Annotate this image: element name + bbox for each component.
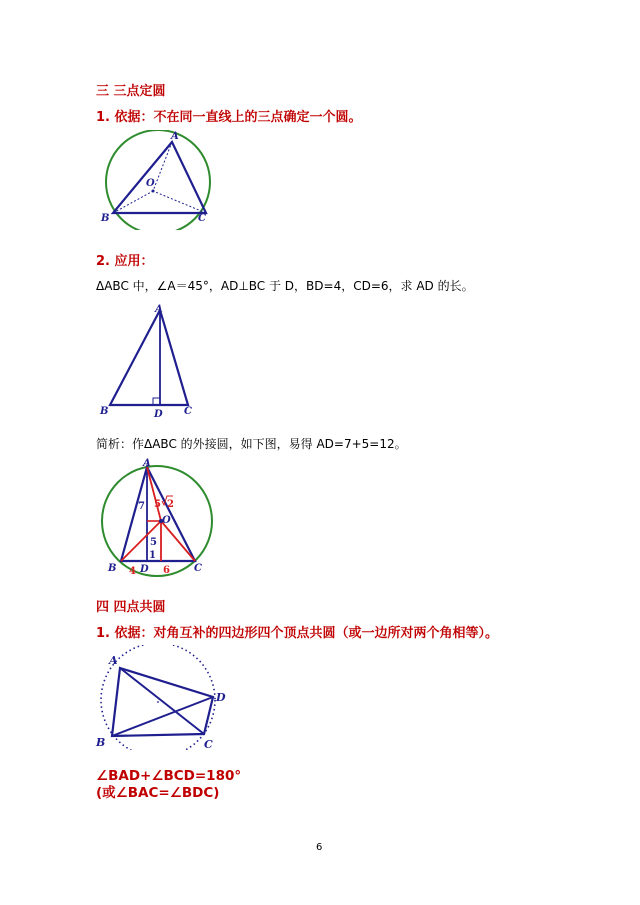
label-a: A bbox=[171, 131, 179, 142]
label-a: A bbox=[143, 458, 151, 469]
figure-three-points-circle bbox=[98, 130, 228, 230]
label-b: B bbox=[100, 406, 109, 417]
diagonal-ac bbox=[120, 668, 204, 734]
application-title: 2. 应用： bbox=[96, 254, 154, 269]
label-d: D bbox=[216, 691, 226, 704]
length-5-od: 5 bbox=[150, 537, 157, 548]
label-c: C bbox=[184, 406, 192, 417]
section-4-basis: 1. 依据：对角互补的四边形四个顶点共圆（或一边所对两个角相等）。 bbox=[96, 626, 499, 641]
page-number: 6 bbox=[316, 842, 323, 853]
label-c: C bbox=[204, 738, 213, 750]
label-a: A bbox=[155, 304, 163, 315]
label-d: D bbox=[154, 409, 163, 420]
radius-ob bbox=[113, 191, 153, 213]
label-b: B bbox=[108, 563, 117, 574]
angle-note-line1: ∠BAD+∠BCD=180° bbox=[96, 768, 242, 784]
label-a: A bbox=[109, 654, 118, 667]
label-b: B bbox=[96, 736, 106, 749]
label-c: C bbox=[194, 563, 202, 574]
angle-note-line2: (或∠BAC=∠BDC) bbox=[96, 785, 220, 801]
circumcircle bbox=[106, 130, 210, 230]
figure-cyclic-quadrilateral bbox=[92, 645, 237, 750]
problem-statement: ΔABC 中，∠A＝45°，AD⊥BC 于 D，BD=4，CD=6，求 AD 的长。 bbox=[96, 279, 474, 293]
center-point bbox=[152, 190, 155, 193]
radius-oa bbox=[147, 467, 161, 521]
label-o: O bbox=[146, 178, 155, 189]
length-4: 4 bbox=[129, 566, 136, 577]
sqrt-2: 2 bbox=[167, 499, 174, 510]
triangle-abc bbox=[110, 310, 188, 405]
solution-text: 简析：作ΔABC 的外接圆，如下图，易得 AD=7+5=12。 bbox=[96, 437, 407, 451]
center-point bbox=[157, 701, 159, 703]
triangle-abc bbox=[113, 142, 206, 213]
section-4-heading: 四 四点共圆 bbox=[96, 600, 166, 615]
radius-oa bbox=[153, 142, 172, 191]
label-d: D bbox=[140, 564, 149, 575]
section-3-heading: 三 三点定圆 bbox=[96, 84, 166, 99]
length-6: 6 bbox=[163, 565, 170, 576]
length-7: 7 bbox=[138, 501, 145, 512]
label-o: O bbox=[162, 515, 171, 526]
length-5-radius: 5 bbox=[154, 499, 161, 510]
label-b: B bbox=[101, 213, 110, 224]
figure-circumcircle-solution bbox=[100, 455, 220, 577]
figure-triangle-altitude bbox=[96, 300, 206, 420]
length-1: 1 bbox=[149, 550, 156, 561]
label-c: C bbox=[198, 213, 206, 224]
section-3-basis: 1. 依据：不在同一直线上的三点确定一个圆。 bbox=[96, 110, 362, 125]
